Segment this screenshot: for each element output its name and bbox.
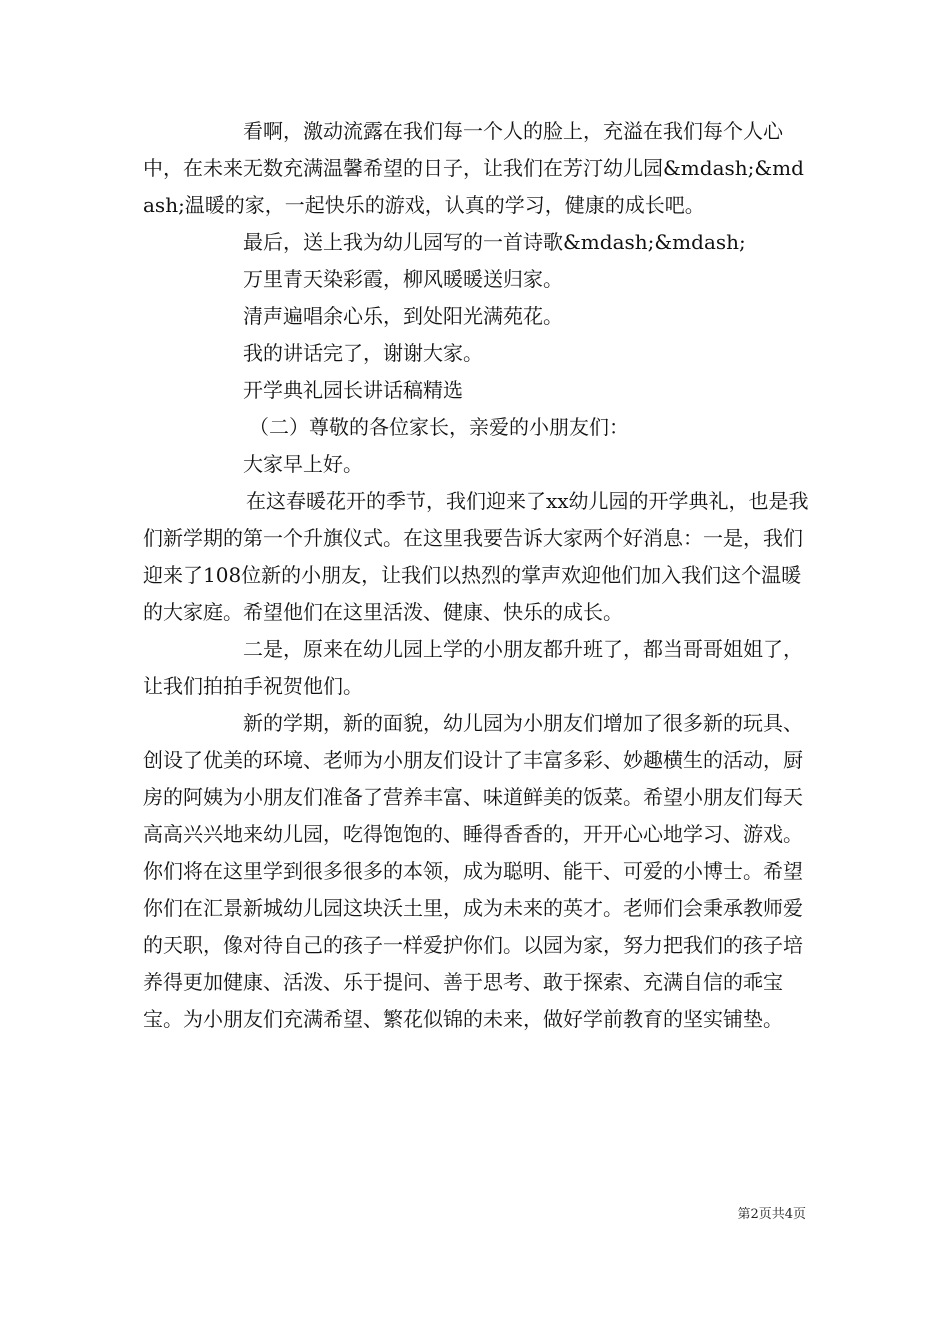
paragraph-opening-news: 在这春暖花开的季节，我们迎来了xx幼儿园的开学典礼，也是我们新学期的第一个升旗仪式。在这里我要告诉大家两个好消息：一是，我们迎来了108位新的小朋友，让我们以热烈的掌声欢迎他们加入我们这个温暖的大家庭。希望他们在这里活泼、健康、快乐的成长。 — [143, 489, 809, 624]
paragraph-class-promotion: 二是，原来在幼儿园上学的小朋友都升班了，都当哥哥姐姐了，让我们拍拍手祝贺他们。 — [143, 637, 803, 698]
paragraph-poem-line-2: 清声遍唱余心乐，到处阳光满苑花。 — [243, 304, 563, 328]
paragraph-speech-end: 我的讲话完了，谢谢大家。 — [243, 341, 483, 365]
paragraph-good-morning: 大家早上好。 — [243, 452, 363, 476]
section-heading: 开学典礼园长讲话稿精选 — [243, 378, 463, 402]
paragraph-closing-remarks: 看啊，激动流露在我们每一个人的脸上，充溢在我们每个人心中，在未来无数充满温馨希望的日子，让我们在芳汀幼儿园&mdash;&mdash;温暖的家，一起快乐的游戏，认真的学习，健康的成长吧。 — [143, 119, 804, 217]
paragraph-new-semester: 新的学期，新的面貌，幼儿园为小朋友们增加了很多新的玩具、创设了优美的环境、老师为小朋友们设计了丰富多彩、妙趣横生的活动，厨房的阿姨为小朋友们准备了营养丰富、味道鲜美的饭菜。希望小朋友们每天高高兴兴地来幼儿园，吃得饱饱的、睡得香香的，开开心心地学习、游戏。你们将在这里学到很多很多的本领，成为聪明、能干、可爱的小博士。希望你们在汇景新城幼儿园这块沃土里，成为未来的英才。老师们会秉承教师爱的天职，像对待自己的孩子一样爱护你们。以园为家，努力把我们的孩子培养得更加健康、活泼、乐于提问、善于思考、敢于探索、充满自信的乖宝宝。为小朋友们充满希望、繁花似锦的未来，做好学前教育的坚实铺垫。 — [143, 711, 803, 1031]
paragraph-poem-intro: 最后，送上我为幼儿园写的一首诗歌&mdash;&mdash; — [243, 230, 746, 254]
paragraph-poem-line-1: 万里青天染彩霞，柳风暖暖送归家。 — [243, 267, 563, 291]
page-number-footer: 第2页共4页 — [737, 1207, 806, 1222]
document-body — [143, 113, 811, 1038]
paragraph-greeting-salutation: （二）尊敬的各位家长，亲爱的小朋友们： — [249, 415, 629, 439]
